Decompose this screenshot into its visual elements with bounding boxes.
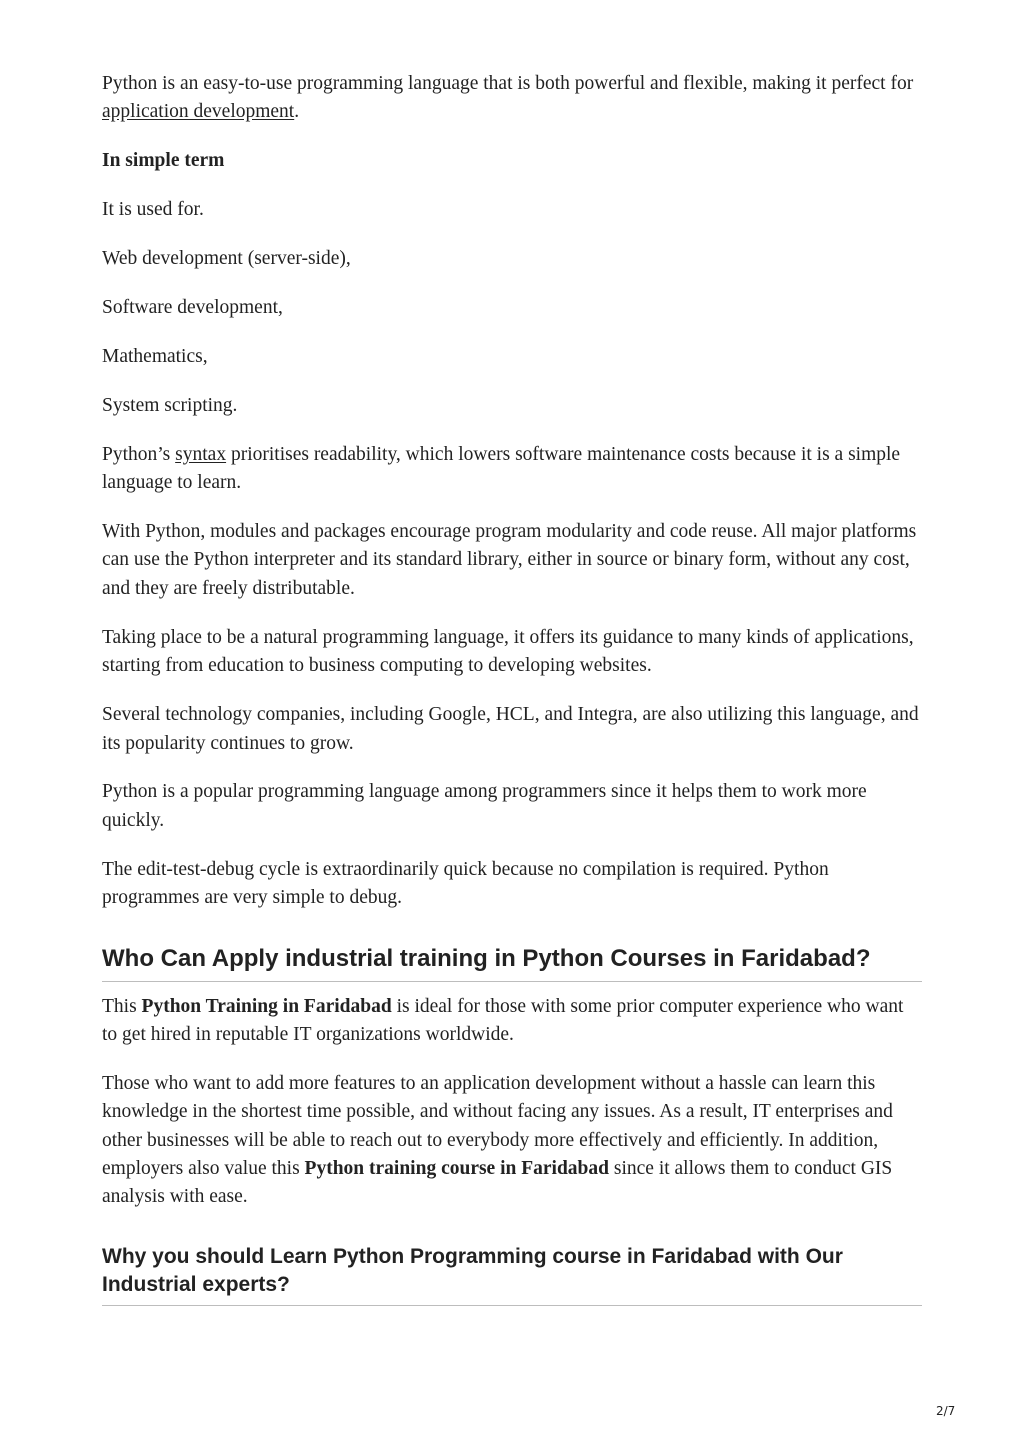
popularity-paragraph: Python is a popular programming language among programmers since it helps them to work more quickly. xyxy=(102,781,867,831)
syntax-paragraph xyxy=(102,441,922,498)
why-learn-heading: Why you should Learn Python Programming course in Faridabad with Our Industrial experts? xyxy=(102,1243,922,1306)
syntax-link[interactable]: syntax xyxy=(175,443,227,465)
who-paragraph-1: This Python Training in Faridabad is ideal for those with some prior computer experience who want to get hired in reputable IT organizations worldwide. xyxy=(102,995,904,1045)
use-item-web: Web development (server-side), xyxy=(102,248,351,270)
syntax-text-end: prioritises readability, which lowers software maintenance costs because it is a simple language to learn. xyxy=(102,443,901,494)
who-can-apply-heading: Who Can Apply industrial training in Python Courses in Faridabad? xyxy=(102,943,922,982)
application-development-link[interactable]: application development xyxy=(102,101,295,123)
use-item-mathematics: Mathematics, xyxy=(102,345,208,367)
intro-paragraph xyxy=(102,70,922,127)
python-training-bold: Python Training in Faridabad xyxy=(141,995,392,1017)
use-item-scripting: System scripting. xyxy=(102,394,238,416)
intro-end: . xyxy=(294,101,300,123)
python-course-bold: Python training course in Faridabad xyxy=(304,1158,609,1180)
used-for-text: It is used for. xyxy=(102,199,204,221)
natural-language-paragraph: Taking place to be a natural programming language, it offers its guidance to many kinds of applications, starting from education to business computing to developing websites. xyxy=(102,626,914,677)
companies-paragraph: Several technology companies, including Google, HCL, and Integra, are also utilizing this language, and its popularity continues to grow. xyxy=(102,704,919,754)
use-item-software: Software development, xyxy=(102,297,283,319)
document-page xyxy=(102,70,922,1306)
syntax-text-start: Python’s xyxy=(102,443,176,465)
simple-term-heading: In simple term xyxy=(102,150,225,172)
debug-paragraph: The edit-test-debug cycle is extraordinarily quick because no compilation is required. Python programmes are very simple to debug. xyxy=(102,858,829,909)
intro-text: Python is an easy-to-use programming language that is both powerful and flexible, making it perfect for xyxy=(102,73,914,94)
modularity-paragraph: With Python, modules and packages encourage program modularity and code reuse. All major platforms can use the Python interpreter and its standard library, either in source or binary form, without any cost, and they are freely distributable. xyxy=(102,521,917,599)
who-paragraph-2: Those who want to add more features to an application development without a hassle can learn this knowledge in the shortest time possible, and without facing any issues. As a result, IT enterprises and other businesses will be able to reach out to everybody more effectively and efficiently. In addition, employers also value this Python training course in Faridabad since it allows them to conduct GIS analysis with ease. xyxy=(102,1072,893,1208)
page-number: 2/7 xyxy=(936,1404,956,1418)
